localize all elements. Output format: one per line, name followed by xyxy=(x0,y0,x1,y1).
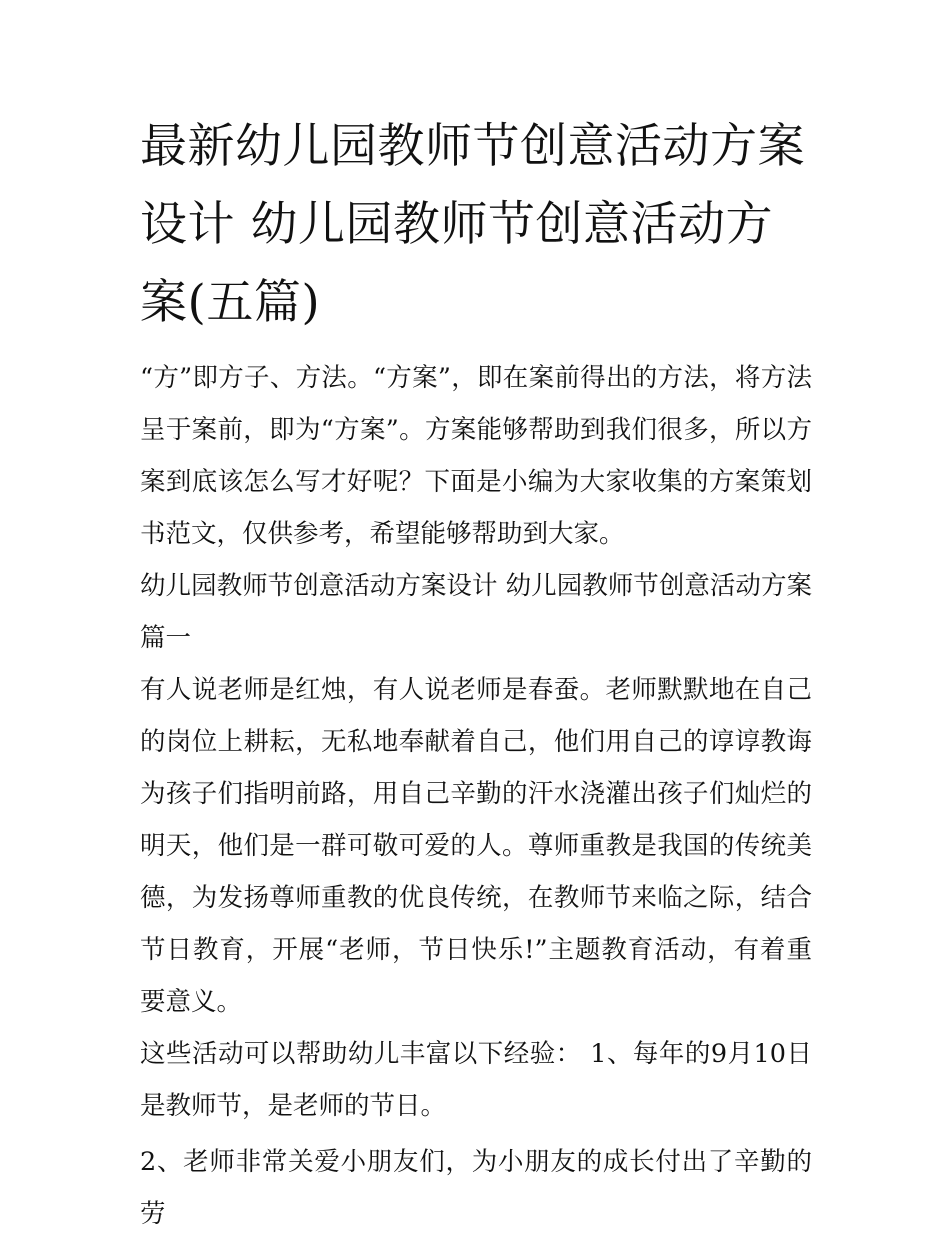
intro-paragraph: “方”即方子、方法。“方案”，即在案前得出的方法，将方法呈于案前，即为“方案”。方案能够帮助到我们很多，所以方案到底该怎么写才好呢？下面是小编为大家收集的方案策划书范文，仅供参考，希望能够帮助到大家。 xyxy=(140,363,812,549)
document-title: 最新幼儿园教师节创意活动方案设计 幼儿园教师节创意活动方案(五篇) xyxy=(140,119,805,330)
body-paragraph: 有人说老师是红烛，有人说老师是春蚕。老师默默地在自己的岗位上耕耘，无私地奉献着自己，他们用自己的谆谆教诲为孩子们指明前路，用自己辛勤的汗水浇灌出孩子们灿烂的明天，他们是一群可敬可爱的人。尊师重教是我国的传统美德，为发扬尊师重教的优良传统，在教师节来临之际，结合节日教育，开展“老师，节日快乐!”主题教育活动，有着重要意义。 xyxy=(140,675,812,1017)
document-page xyxy=(140,108,812,1240)
section-heading: 幼儿园教师节创意活动方案设计 幼儿园教师节创意活动方案篇一 xyxy=(140,571,812,653)
body-paragraph: 这些活动可以帮助幼儿丰富以下经验： 1、每年的9月10日是教师节，是老师的节日。 xyxy=(140,1039,812,1121)
body-paragraph: 2、老师非常关爱小朋友们，为小朋友的成长付出了辛勤的劳 xyxy=(140,1147,812,1229)
